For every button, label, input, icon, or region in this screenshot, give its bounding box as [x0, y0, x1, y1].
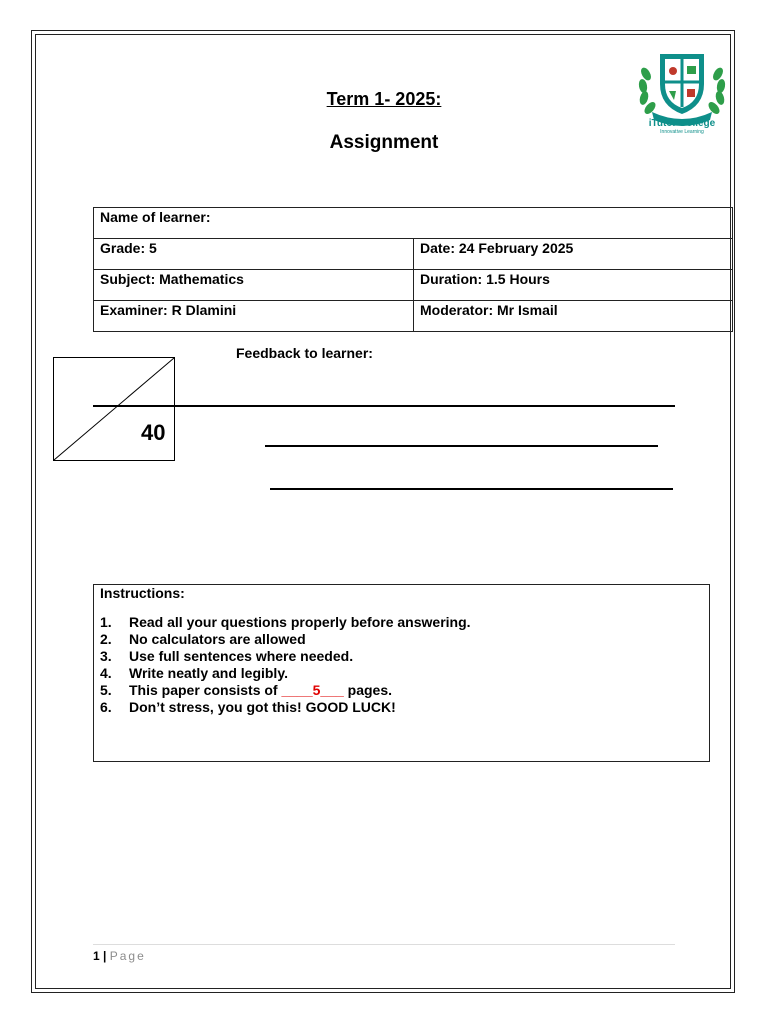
- grade-cell: Grade: 5: [94, 239, 414, 270]
- list-item-text: No calculators are allowed: [129, 631, 306, 647]
- feedback-line[interactable]: [265, 445, 658, 447]
- footer-separator: |: [103, 949, 107, 963]
- term-heading: Term 1- 2025:: [326, 89, 442, 109]
- table-row: [94, 270, 733, 301]
- page-number: 1: [93, 949, 100, 963]
- list-item-text: This paper consists of: [129, 682, 282, 698]
- table-row: [94, 239, 733, 270]
- list-number: 4.: [100, 665, 112, 681]
- list-item: [100, 682, 703, 699]
- list-item: [100, 699, 703, 716]
- footer-divider: [93, 944, 675, 945]
- list-item-text: Use full sentences where needed.: [129, 648, 354, 664]
- learner-info-table: [93, 207, 733, 332]
- table-row: [94, 301, 733, 332]
- document-title: Assignment: [329, 132, 439, 153]
- logo-tagline: Innovative Learning: [660, 129, 704, 135]
- list-number: 5.: [100, 682, 112, 698]
- list-item: [100, 614, 703, 631]
- score-total: 40: [141, 420, 166, 445]
- page-word: Page: [109, 949, 146, 963]
- list-item: [100, 648, 703, 665]
- feedback-line[interactable]: [270, 488, 673, 490]
- list-item-text: Read all your questions properly before answering.: [129, 614, 471, 630]
- list-number: 3.: [100, 648, 112, 664]
- list-number: 6.: [100, 699, 112, 715]
- list-number: 1.: [100, 614, 112, 630]
- feedback-line[interactable]: [93, 405, 675, 407]
- instructions-list: [100, 614, 703, 716]
- list-item-text: pages.: [343, 682, 393, 698]
- name-of-learner-field[interactable]: Name of learner:: [94, 208, 733, 239]
- instructions-title: Instructions:: [100, 585, 185, 601]
- duration-cell: Duration: 1.5 Hours: [414, 270, 733, 301]
- page-footer: [93, 949, 146, 963]
- moderator-cell: Moderator: Mr Ismail: [414, 301, 733, 332]
- page-count-blank: ____5___: [281, 682, 344, 698]
- instructions-box: [93, 584, 710, 762]
- subject-cell: Subject: Mathematics: [94, 270, 414, 301]
- examiner-cell: Examiner: R Dlamini: [94, 301, 414, 332]
- page-border-inner: [35, 34, 731, 989]
- list-item-text: Write neatly and legibly.: [129, 665, 288, 681]
- list-number: 2.: [100, 631, 112, 647]
- logo-college-name: iTutor College: [648, 118, 716, 129]
- list-item: [100, 631, 703, 648]
- list-item: [100, 665, 703, 682]
- list-item-text: Don’t stress, you got this! GOOD LUCK!: [129, 699, 396, 715]
- table-row: [94, 208, 733, 239]
- feedback-label: Feedback to learner:: [236, 345, 373, 361]
- date-cell: Date: 24 February 2025: [414, 239, 733, 270]
